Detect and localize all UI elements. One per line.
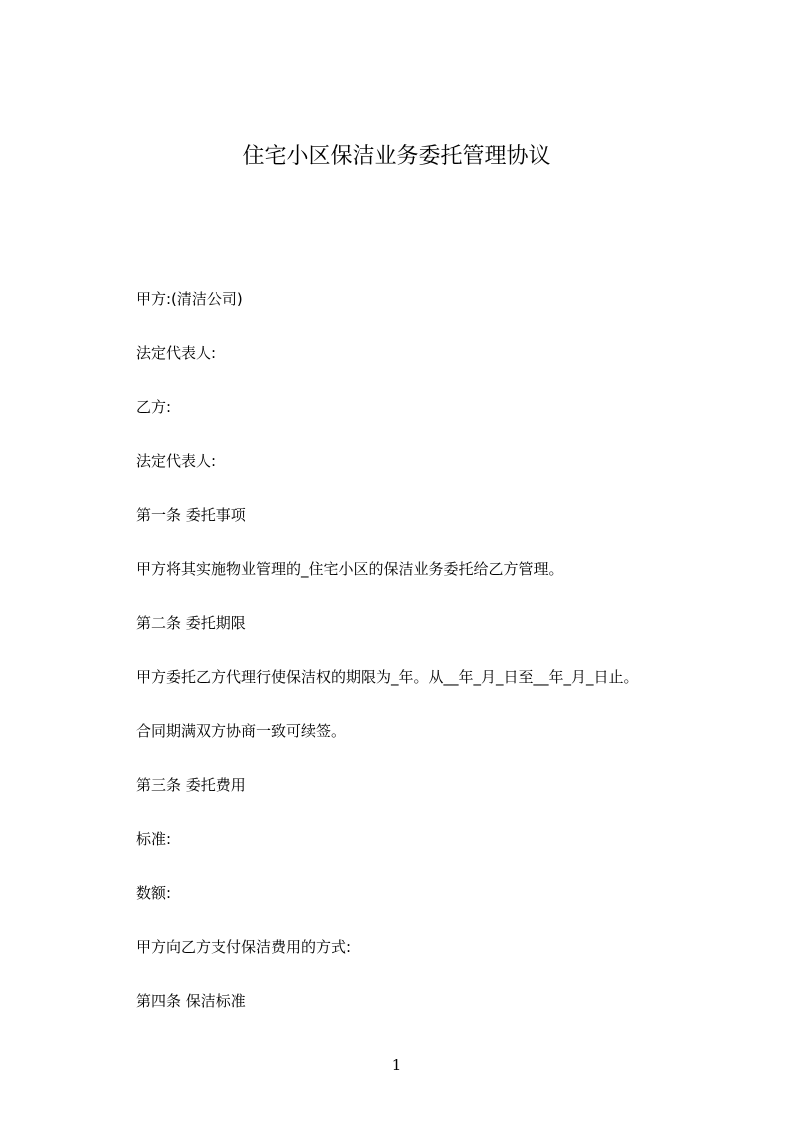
payment-method-line: 甲方向乙方支付保洁费用的方式: bbox=[136, 938, 352, 956]
fee-standard-line: 标准: bbox=[136, 830, 172, 848]
document-body bbox=[136, 286, 756, 1042]
article-3-heading: 第三条 委托费用 bbox=[136, 776, 246, 794]
party-b-line: 乙方: bbox=[136, 398, 172, 416]
article-4-heading: 第四条 保洁标准 bbox=[136, 992, 246, 1010]
article-2-heading: 第二条 委托期限 bbox=[136, 614, 246, 632]
article-2-term-text: 甲方委托乙方代理行使保洁权的期限为_年。从__年_月_日至__年_月_日止。 bbox=[136, 668, 639, 686]
article-1-text: 甲方将其实施物业管理的_住宅小区的保洁业务委托给乙方管理。 bbox=[136, 560, 564, 578]
document-title: 住宅小区保洁业务委托管理协议 bbox=[242, 144, 551, 169]
party-a-representative-line: 法定代表人: bbox=[136, 344, 217, 362]
article-2-renewal-text: 合同期满双方协商一致可续签。 bbox=[136, 722, 347, 740]
party-a-line: 甲方:(清洁公司) bbox=[136, 290, 243, 308]
party-b-representative-line: 法定代表人: bbox=[136, 452, 217, 470]
article-1-heading: 第一条 委托事项 bbox=[136, 506, 246, 524]
page-number: 1 bbox=[391, 1056, 402, 1074]
fee-amount-line: 数额: bbox=[136, 884, 172, 902]
